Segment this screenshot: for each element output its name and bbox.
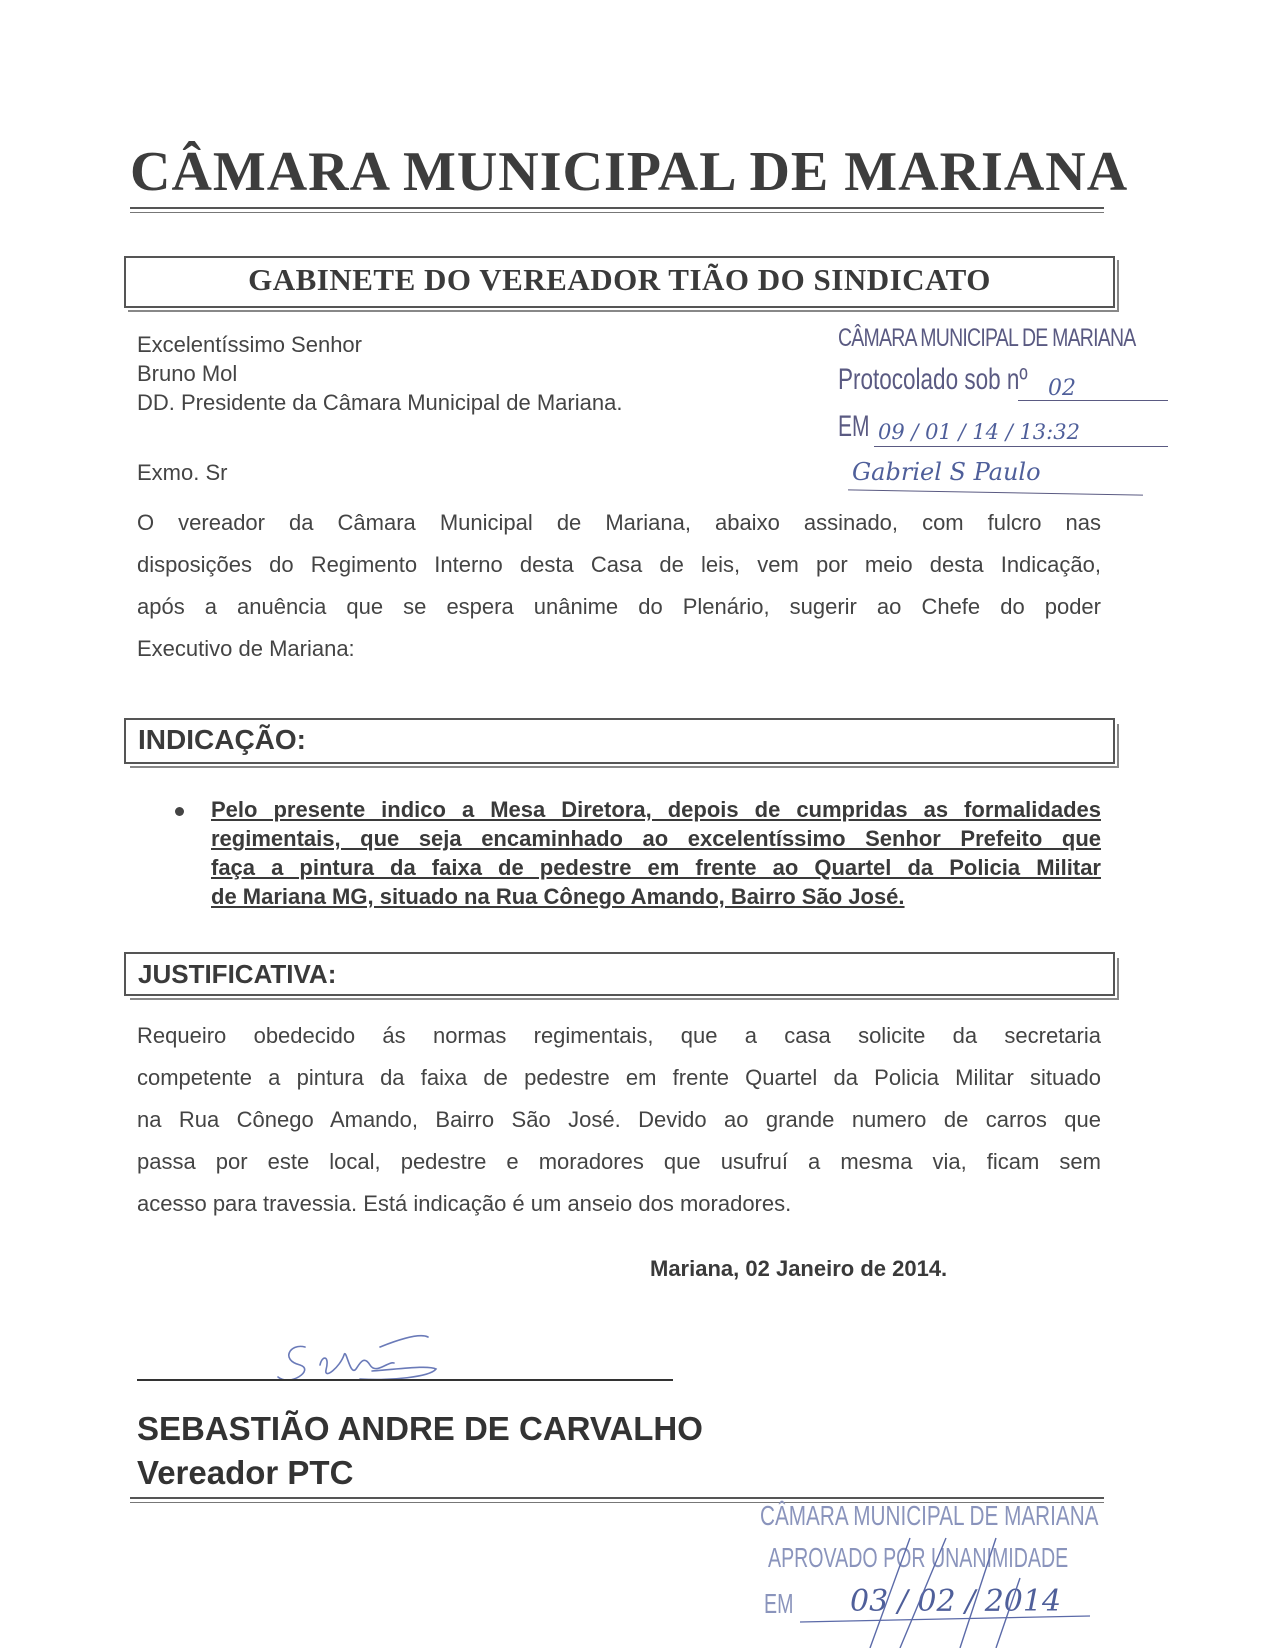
protocol-em-label: EM [838,410,870,443]
justificativa-line: competente a pintura da faixa de pedestre em frente Quartel da Policia Militar situado [137,1065,1101,1090]
protocol-signature: Gabriel S Paulo [852,458,1041,486]
justificativa-line: Requeiro obedecido ás normas regimentais, que a casa solicite da secretaria [137,1023,1101,1048]
justificativa-heading: JUSTIFICATIVA: [138,959,337,989]
justificativa-line: acesso para travessia. Está indicação é um anseio dos moradores. [137,1191,792,1216]
indicacao-box [124,718,1115,764]
indicacao-heading: INDICAÇÃO: [138,724,306,755]
protocol-number: 02 [1048,376,1076,401]
intro-line: O vereador da Câmara Municipal de Mariana, abaixo assinado, com fulcro nas [137,510,1101,535]
signature-line [137,1379,673,1381]
protocol-stamp [838,318,1198,508]
justificativa-box [124,952,1115,996]
bullet-icon [175,807,184,816]
indicacao-line: Pelo presente indico a Mesa Diretora, depois de cumpridas as formalidades [211,797,1101,822]
indicacao-line: regimentais, que seja encaminhado ao excelentíssimo Senhor Prefeito que [211,826,1101,851]
addressee-line-3: DD. Presidente da Câmara Municipal de Mariana. [137,390,623,415]
signer-name: SEBASTIÃO ANDRE DE CARVALHO [137,1410,703,1447]
approval-stamp [760,1498,1140,1648]
approval-stamp-org: CÂMARA MUNICIPAL DE MARIANA [760,1500,1099,1531]
title-divider [130,207,1104,209]
justificativa-paragraph [137,1015,1101,1225]
approval-stamp-status: APROVADO POR UNANIMIDADE [768,1542,1069,1573]
protocol-date: 09 / 01 / 14 / 13:32 [878,420,1080,444]
intro-line: após a anuência que se espera unânime do Plenário, sugerir ao Chefe do poder [137,594,1101,619]
protocol-stamp-org: CÂMARA MUNICIPAL DE MARIANA [838,324,1136,352]
indicacao-text [211,795,1101,911]
cabinet-box [124,256,1115,308]
approval-em-label: EM [764,1588,794,1619]
intro-line: Executivo de Mariana: [137,636,355,661]
approval-date: 03 / 02 / 2014 [850,1584,1062,1619]
protocol-stamp-label: Protocolado sob nº [838,363,1028,396]
intro-paragraph [137,502,1101,670]
addressee-line-2: Bruno Mol [137,361,238,386]
indicacao-line: de Mariana MG, situado na Rua Cônego Amando, Bairro São José. [211,884,905,909]
indicacao-line: faça a pintura da faixa de pedestre em frente ao Quartel da Policia Militar [211,855,1101,880]
signature-scribble [260,1325,460,1395]
signer-role: Vereador PTC [137,1454,354,1491]
cabinet-title: GABINETE DO VEREADOR TIÃO DO SINDICATO [248,262,991,297]
justificativa-line: na Rua Cônego Amando, Bairro São José. Devido ao grande numero de carros que [137,1107,1101,1132]
intro-line: disposições do Regimento Interno desta Casa de leis, vem por meio desta Indicação, [137,552,1101,577]
salutation: Exmo. Sr [137,460,228,485]
page-title: CÂMARA MUNICIPAL DE MARIANA [130,141,1129,203]
addressee-line-1: Excelentíssimo Senhor [137,332,362,357]
closing-date: Mariana, 02 Janeiro de 2014. [650,1256,948,1281]
justificativa-line: passa por este local, pedestre e moradores que usufruí a mesma via, ficam sem [137,1149,1101,1174]
